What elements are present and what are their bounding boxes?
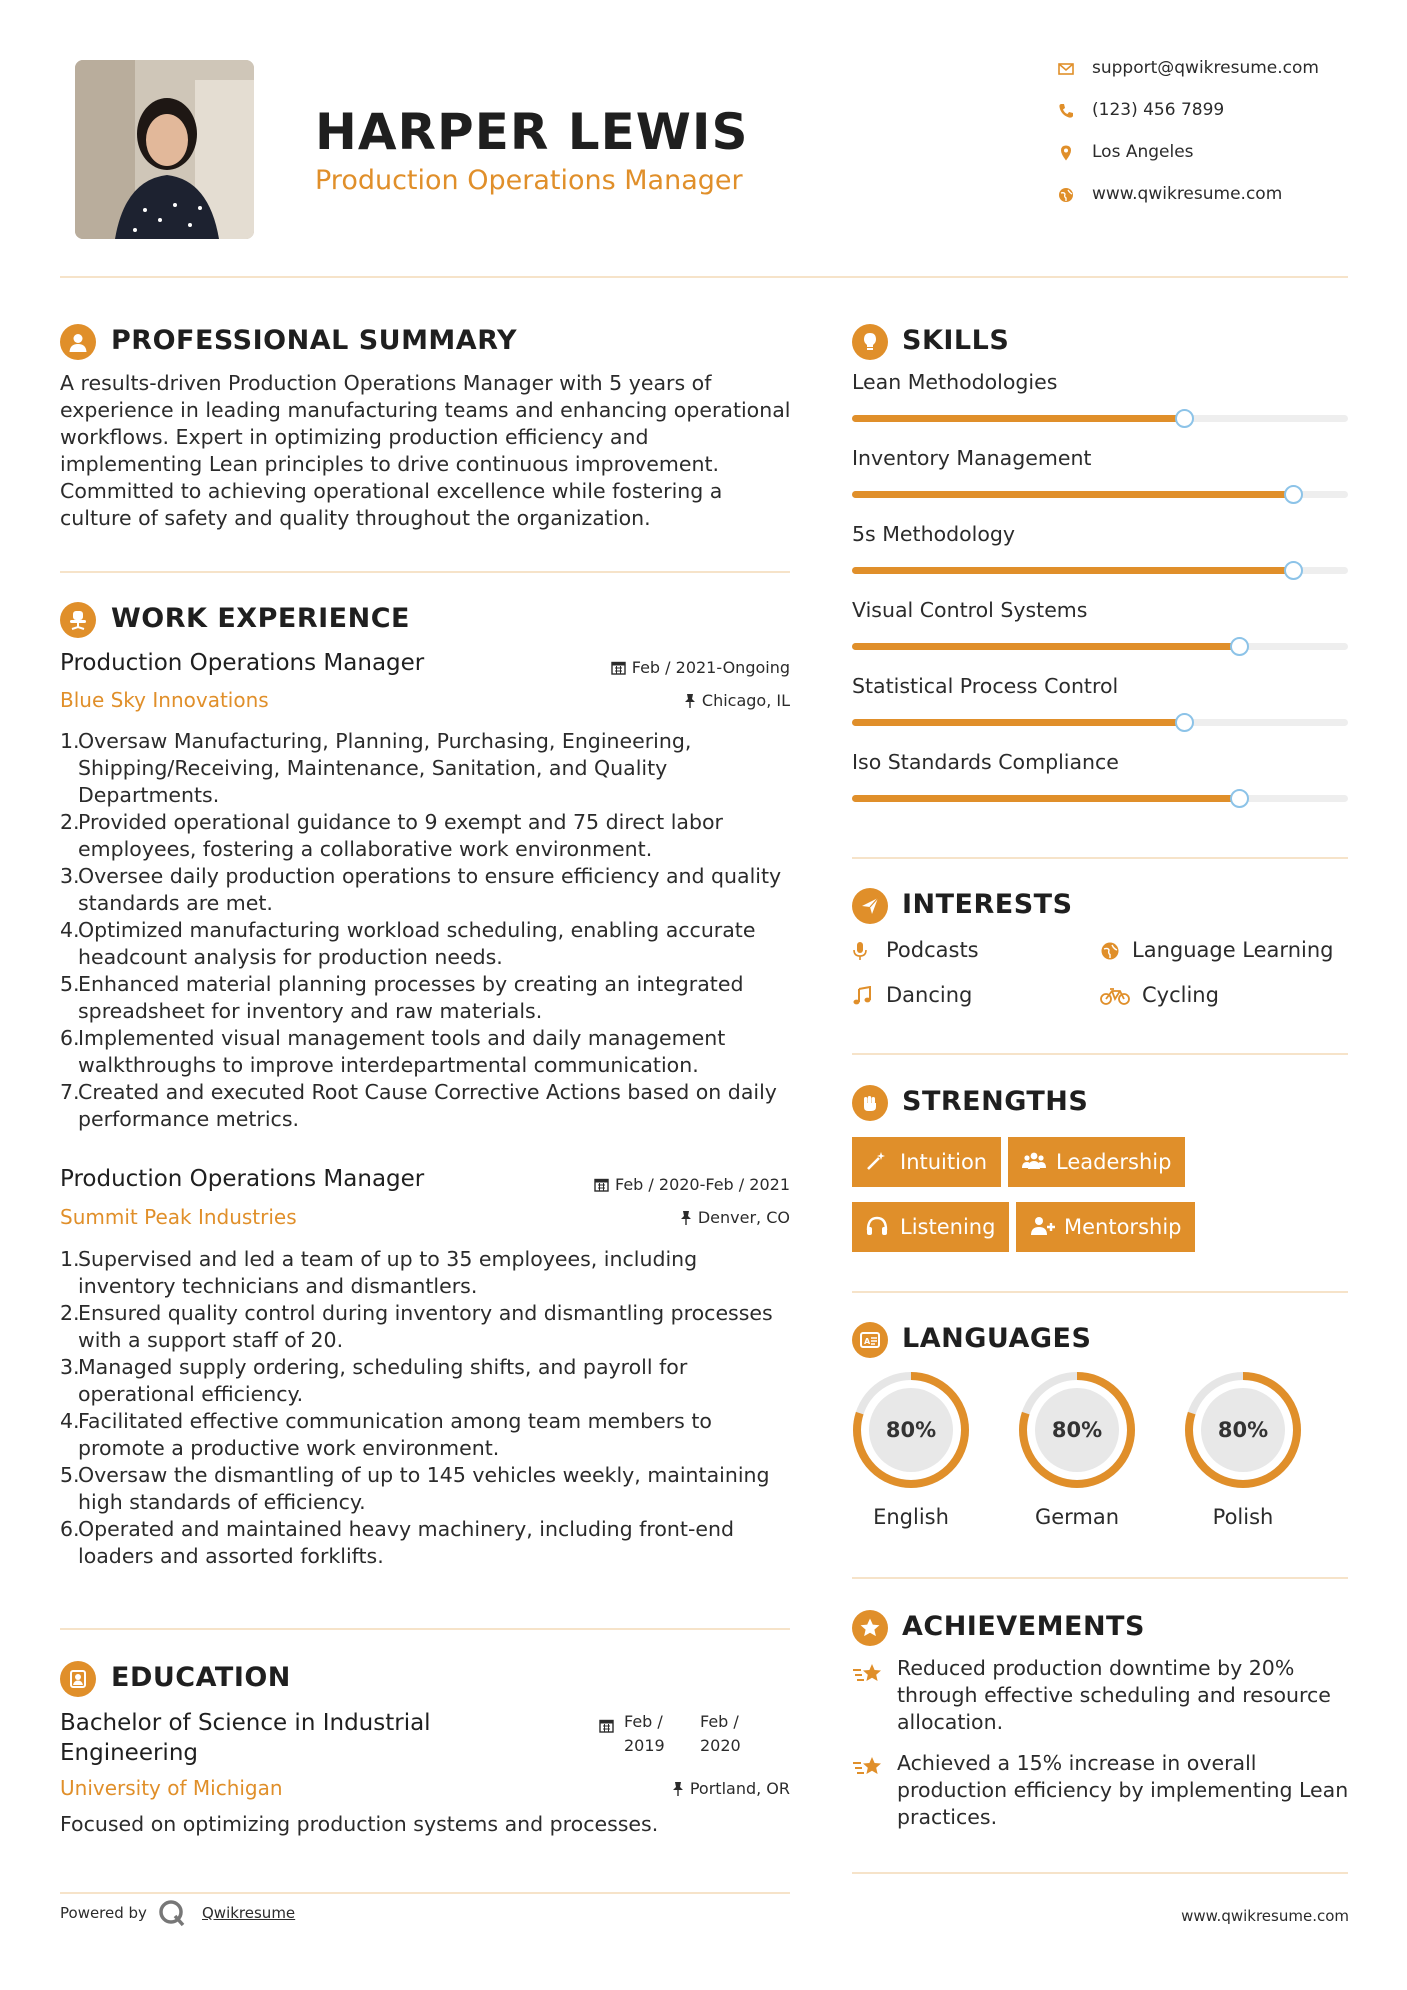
language-progress-ring xyxy=(1016,1369,1138,1491)
skill-bar-knob xyxy=(1230,789,1249,808)
magic-wand-icon xyxy=(866,1151,886,1171)
language-percent-label: 80% xyxy=(885,1418,937,1442)
strength-label: Listening xyxy=(900,1215,996,1239)
summary-divider xyxy=(60,571,790,573)
skill-name: Iso Standards Compliance xyxy=(852,750,1119,774)
achievement-item: Reduced production downtime by 20% through effective scheduling and resource allocation. xyxy=(897,1656,1331,1734)
calendar-icon xyxy=(599,1718,614,1733)
skill-bar-knob xyxy=(1175,713,1194,732)
job-1-location-text: Chicago, IL xyxy=(701,691,790,710)
language-percent-label: 80% xyxy=(1217,1418,1269,1442)
globe-icon xyxy=(1057,186,1075,204)
achievements-divider xyxy=(852,1872,1348,1874)
headphones-icon xyxy=(866,1216,888,1236)
job-1-bullet: 6. Implemented visual management tools and daily management walkthroughs to improve interdepartmental communication. xyxy=(60,1026,726,1077)
experience-divider xyxy=(60,1628,790,1630)
job-1-dates-text: Feb / 2021-Ongoing xyxy=(631,658,790,677)
job-2-location xyxy=(680,1208,790,1227)
job-2-bullet: 4. Facilitated effective communication among team members to promote a productive work environment. xyxy=(60,1409,712,1460)
education-divider xyxy=(60,1892,790,1894)
profile-photo xyxy=(75,60,254,239)
skills-heading: SKILLS xyxy=(902,325,1010,356)
languages-heading: LANGUAGES xyxy=(902,1323,1092,1354)
education-location-text: Portland, OR xyxy=(689,1779,790,1798)
qwikresume-logo-icon xyxy=(157,1898,187,1928)
candidate-name: HARPER LEWIS xyxy=(315,103,749,161)
skill-bar-fill xyxy=(852,643,1239,650)
language-card-icon xyxy=(859,1329,881,1351)
shooting-star-icon xyxy=(852,1755,884,1781)
job-1-title: Production Operations Manager xyxy=(60,650,425,676)
skill-bar-track xyxy=(852,795,1348,802)
job-1-bullet: 7. Created and executed Root Cause Corrective Actions based on daily performance metrics. xyxy=(60,1080,777,1131)
experience-heading: WORK EXPERIENCE xyxy=(111,603,410,634)
job-1-dates xyxy=(611,658,790,677)
education-end-month: Feb / xyxy=(700,1712,739,1731)
education-end-year: 2020 xyxy=(700,1736,741,1755)
skill-bar-track xyxy=(852,491,1348,498)
globe-icon xyxy=(1100,941,1120,961)
strength-label: Mentorship xyxy=(1064,1215,1182,1239)
svg-text:A: A xyxy=(864,1337,871,1346)
language-name: Polish xyxy=(1212,1505,1274,1529)
language-percent-label: 80% xyxy=(1051,1418,1103,1442)
language-name: English xyxy=(873,1505,949,1529)
skill-name: Lean Methodologies xyxy=(852,370,1058,394)
job-2-bullet: 1. Supervised and led a team of up to 35 employees, including inventory technicians and dismantlers. xyxy=(60,1247,698,1298)
summary-section-icon xyxy=(60,324,96,360)
graduate-icon xyxy=(67,1668,89,1690)
interest-label: Cycling xyxy=(1142,983,1219,1007)
strength-label: Intuition xyxy=(900,1150,988,1174)
skill-bar-fill xyxy=(852,415,1184,422)
job-1-bullet: 5. Enhanced material planning processes by creating an integrated spreadsheet for inventory and raw materials. xyxy=(60,972,744,1023)
bicycle-icon xyxy=(1100,986,1130,1006)
education-end-date xyxy=(700,1710,741,1758)
education-description: Focused on optimizing production systems and processes. xyxy=(60,1812,659,1836)
contact-phone-text: (123) 456 7899 xyxy=(1092,100,1225,120)
skills-divider xyxy=(852,857,1348,859)
strengths-divider xyxy=(852,1291,1348,1293)
profile-photo-illustration xyxy=(75,60,254,239)
calendar-icon xyxy=(611,660,626,675)
lightbulb-icon xyxy=(859,331,881,353)
language-name: German xyxy=(1034,1505,1120,1529)
education-section-icon xyxy=(60,1661,96,1697)
job-1-bullet: 4. Optimized manufacturing workload scheduling, enabling accurate headcount analysis for production needs. xyxy=(60,918,756,969)
star-icon xyxy=(859,1617,881,1639)
shooting-star-icon xyxy=(852,1662,884,1688)
skill-bar-track xyxy=(852,719,1348,726)
summary-text: A results-driven Production Operations Manager with 5 years of experience in leading manufacturing teams and enhancing operational workflows. Expert in optimizing production efficiency and implementing Lean principles to drive continuous improvement. Committed to achieving operational excellence while fostering a culture of safety and quality throughout the organization. xyxy=(60,371,791,530)
strength-tag-listening xyxy=(852,1202,1009,1252)
envelope-icon xyxy=(1057,60,1075,78)
user-icon xyxy=(67,331,89,353)
job-2-bullet: 2. Ensured quality control during inventory and dismantling processes with a support staff of 20. xyxy=(60,1301,773,1352)
interest-label: Dancing xyxy=(886,983,973,1007)
skill-bar-knob xyxy=(1175,409,1194,428)
job-1-bullets xyxy=(60,728,800,1133)
user-plus-icon xyxy=(1030,1216,1056,1236)
education-heading: EDUCATION xyxy=(111,1662,291,1693)
footer-powered-by: Powered by xyxy=(60,1904,147,1922)
microphone-icon xyxy=(852,941,868,961)
strength-tag-intuition xyxy=(852,1137,1001,1187)
fist-icon xyxy=(859,1092,881,1114)
contact-email-text: support@qwikresume.com xyxy=(1092,58,1319,78)
achievements-section-icon xyxy=(852,1610,888,1646)
job-2-dates xyxy=(594,1175,790,1194)
skill-bar-knob xyxy=(1284,561,1303,580)
skills-section-icon xyxy=(852,324,888,360)
education-start-date xyxy=(624,1710,665,1758)
job-2-bullet: 3. Managed supply ordering, scheduling shifts, and payroll for operational efficiency. xyxy=(60,1355,688,1406)
paper-plane-icon xyxy=(859,895,881,917)
summary-heading: PROFESSIONAL SUMMARY xyxy=(111,325,518,356)
interest-label: Language Learning xyxy=(1132,938,1334,962)
contact-website-text: www.qwikresume.com xyxy=(1092,184,1283,204)
interests-section-icon xyxy=(852,888,888,924)
job-1-bullet: 1. Oversaw Manufacturing, Planning, Purchasing, Engineering, Shipping/Receiving, Maintenance, Sanitation, and Quality Departments. xyxy=(60,729,692,807)
language-progress-ring xyxy=(850,1369,972,1491)
strength-label: Leadership xyxy=(1056,1150,1172,1174)
education-degree-line-2: Engineering xyxy=(60,1740,198,1766)
education-degree xyxy=(60,1708,431,1768)
skill-bar-track xyxy=(852,415,1348,422)
job-1-location xyxy=(684,691,790,710)
pushpin-icon xyxy=(684,693,696,708)
education-school: University of Michigan xyxy=(60,1776,283,1800)
contact-location-text: Los Angeles xyxy=(1092,142,1194,162)
skill-name: Visual Control Systems xyxy=(852,598,1088,622)
job-2-company: Summit Peak Industries xyxy=(60,1205,297,1229)
interests-heading: INTERESTS xyxy=(902,889,1073,920)
languages-section-icon xyxy=(852,1322,888,1358)
job-1-bullet: 3. Oversee daily production operations to ensure efficiency and quality standards are met. xyxy=(60,864,782,915)
education-location xyxy=(672,1779,790,1798)
office-chair-icon xyxy=(67,609,89,631)
achievement-item: Achieved a 15% increase in overall production efficiency by implementing Lean practices. xyxy=(897,1751,1349,1829)
strength-tag-leadership xyxy=(1008,1137,1185,1187)
strength-tag-mentorship xyxy=(1016,1202,1195,1252)
skill-bar-fill xyxy=(852,795,1239,802)
header-divider xyxy=(60,276,1348,278)
achievements-heading: ACHIEVEMENTS xyxy=(902,1611,1145,1642)
music-note-icon xyxy=(852,986,872,1006)
skill-name: 5s Methodology xyxy=(852,522,1016,546)
skill-bar-track xyxy=(852,567,1348,574)
job-1-bullet: 2. Provided operational guidance to 9 exempt and 75 direct labor employees, fostering a collaborative work environment. xyxy=(60,810,723,861)
footer-website[interactable]: www.qwikresume.com xyxy=(1181,1907,1349,1925)
calendar-icon xyxy=(594,1177,609,1192)
skill-bar-track xyxy=(852,643,1348,650)
job-2-dates-text: Feb / 2020-Feb / 2021 xyxy=(615,1175,790,1194)
skill-bar-knob xyxy=(1284,485,1303,504)
skill-bar-fill xyxy=(852,719,1184,726)
languages-divider xyxy=(852,1577,1348,1579)
job-2-bullets xyxy=(60,1246,800,1570)
skill-name: Inventory Management xyxy=(852,446,1092,470)
language-progress-ring xyxy=(1182,1369,1304,1491)
education-start-month: Feb / xyxy=(624,1712,663,1731)
map-pin-icon xyxy=(1057,144,1075,162)
skill-bar-fill xyxy=(852,567,1293,574)
footer-brand-link[interactable]: Qwikresume xyxy=(202,1904,296,1922)
skill-bar-fill xyxy=(852,491,1293,498)
experience-section-icon xyxy=(60,602,96,638)
skill-name: Statistical Process Control xyxy=(852,674,1119,698)
job-2-title: Production Operations Manager xyxy=(60,1166,425,1192)
interest-label: Podcasts xyxy=(886,938,979,962)
pushpin-icon xyxy=(672,1781,684,1796)
job-2-bullet: 6. Operated and maintained heavy machinery, including front-end loaders and assorted forklifts. xyxy=(60,1517,734,1568)
phone-icon xyxy=(1057,102,1075,120)
strengths-heading: STRENGTHS xyxy=(902,1086,1089,1117)
job-1-company: Blue Sky Innovations xyxy=(60,688,269,712)
education-start-year: 2019 xyxy=(624,1736,665,1755)
users-icon xyxy=(1022,1151,1046,1171)
job-2-bullet: 5. Oversaw the dismantling of up to 145 vehicles weekly, maintaining high standards of efficiency. xyxy=(60,1463,770,1514)
interests-divider xyxy=(852,1053,1348,1055)
pushpin-icon xyxy=(680,1210,692,1225)
skill-bar-knob xyxy=(1230,637,1249,656)
strengths-section-icon xyxy=(852,1085,888,1121)
job-2-location-text: Denver, CO xyxy=(697,1208,790,1227)
education-degree-line-1: Bachelor of Science in Industrial xyxy=(60,1710,431,1736)
candidate-title: Production Operations Manager xyxy=(315,165,743,196)
